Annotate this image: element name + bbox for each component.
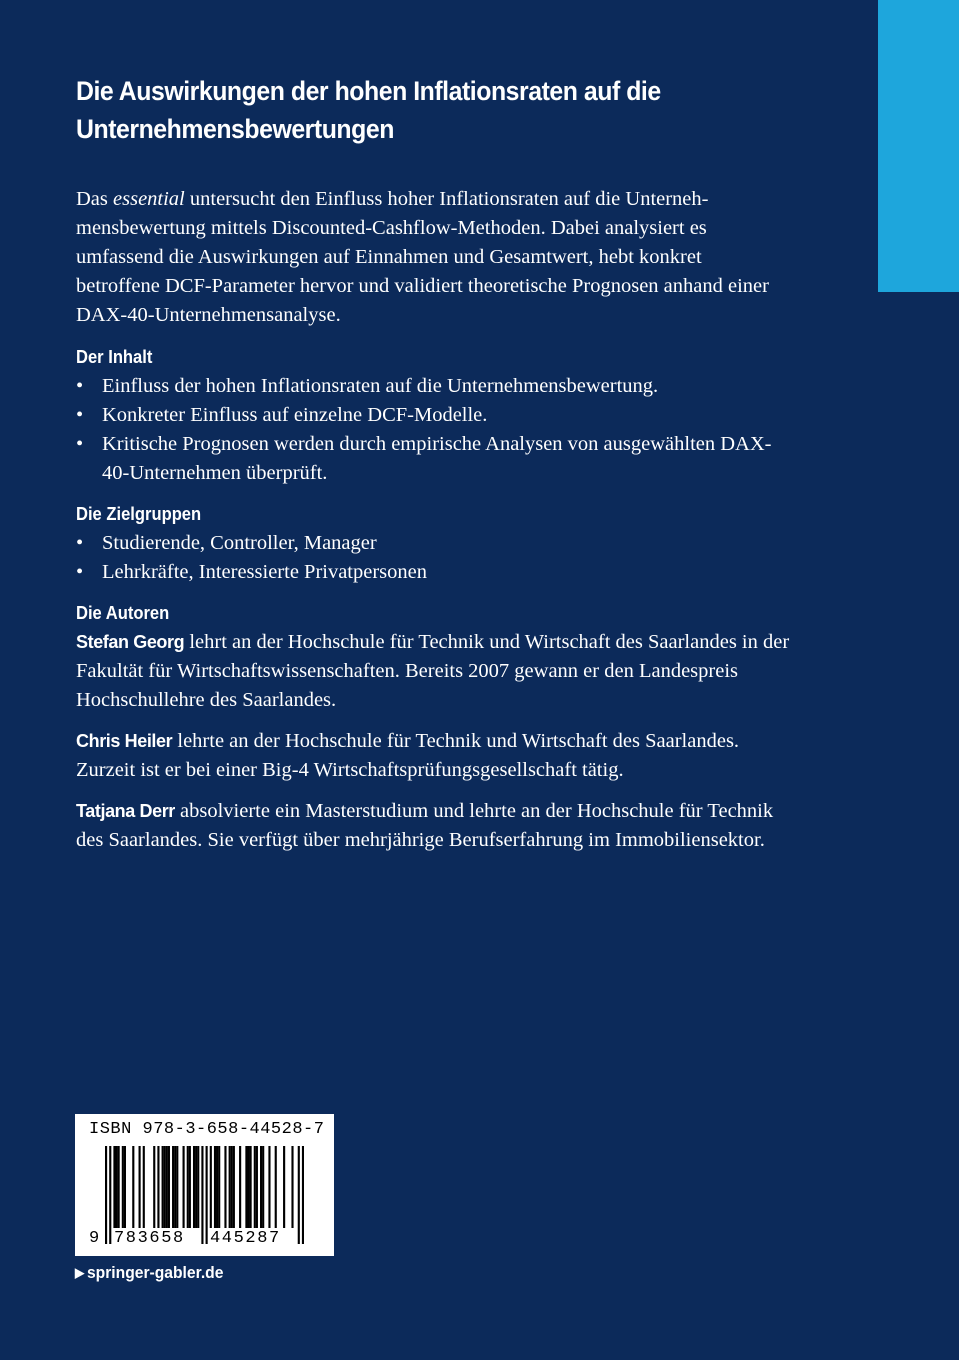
barcode-bar xyxy=(132,1146,134,1228)
barcode-bar xyxy=(210,1146,212,1228)
list-item-text: Lehrkräfte, Interessierte Privatpersonen xyxy=(102,561,428,583)
barcode-bar xyxy=(239,1146,241,1228)
list-item xyxy=(76,529,790,558)
bullet-icon: • xyxy=(76,532,84,554)
barcode-bar xyxy=(231,1146,233,1228)
barcode-bar xyxy=(256,1146,258,1228)
barcode-bar xyxy=(183,1146,185,1228)
intro-text: untersucht den Einfluss hoher Inflationsraten auf die Unternehmensbewertung mittels Discounted-Cashflow-Methoden. Dabei analysiert es umfassend die Auswirkungen auf Einnahmen und Gesamtwert, hebt konkret betroffene DCF-Parameter hervor und validiert theoretische Prognosen anhand einer DAX-40-Unternehmensanalyse. xyxy=(76,188,769,326)
barcode-bar xyxy=(166,1146,168,1228)
intro-prefix: Das xyxy=(76,188,114,210)
barcode-bar xyxy=(262,1146,264,1228)
barcode-bar xyxy=(260,1146,262,1228)
barcode-bar xyxy=(187,1146,189,1228)
barcode-bar xyxy=(176,1146,178,1228)
intro-emphasis: essential xyxy=(113,188,185,210)
author-bio xyxy=(76,727,790,785)
barcode-bar xyxy=(224,1146,226,1228)
barcode-bar xyxy=(162,1146,164,1228)
bullet-icon: • xyxy=(76,375,84,397)
author-bio-text: absolvierte ein Masterstudium und lehrte an der Hochschule für Technik des Saarlandes. Sie verfügt über mehrjährige Berufserfahrung im Immobiliensektor. xyxy=(76,800,774,851)
barcode-bar xyxy=(197,1146,199,1228)
section-heading-inhalt: Der Inhalt xyxy=(76,347,153,367)
barcode-digits-left: 783658 xyxy=(114,1229,185,1248)
barcode-bar xyxy=(275,1146,277,1228)
barcode-bar xyxy=(195,1146,197,1228)
barcode-bar xyxy=(143,1146,145,1228)
barcode-bar xyxy=(247,1146,249,1228)
barcode-bar xyxy=(172,1146,174,1228)
barcode-bar xyxy=(168,1146,170,1228)
isbn-barcode xyxy=(75,1114,334,1256)
author-bio-text: lehrte an der Hochschule für Technik und Wirtschaft des Saarlandes. Zurzeit ist er bei einer Big-4 Wirtschaftsprüfungsgesellschaft tätig. xyxy=(76,730,740,781)
list-item xyxy=(76,401,790,430)
barcode-bar xyxy=(115,1146,117,1228)
author-bio xyxy=(76,628,790,715)
barcode-bar xyxy=(139,1146,141,1228)
barcode-bar xyxy=(229,1146,231,1228)
section-heading-zielgruppen: Die Zielgruppen xyxy=(76,504,202,524)
barcode-bar xyxy=(245,1146,247,1228)
barcode-bar xyxy=(250,1146,252,1228)
accent-tab xyxy=(878,0,959,292)
arrow-icon: ▶ xyxy=(75,1265,85,1280)
list-item xyxy=(76,430,790,488)
barcode-bar xyxy=(193,1146,195,1228)
barcode-digits-right: 445287 xyxy=(210,1229,281,1248)
intro-paragraph xyxy=(76,185,790,330)
book-title xyxy=(76,72,733,148)
barcode-bar xyxy=(157,1146,159,1228)
website-text: springer-gabler.de xyxy=(86,1263,224,1282)
website-link[interactable] xyxy=(75,1262,223,1284)
zielgruppen-list xyxy=(76,529,790,587)
barcode-bar xyxy=(124,1146,126,1228)
list-item-text: Konkreter Einfluss auf einzelne DCF-Modelle. xyxy=(102,404,488,426)
list-item-text: Kritische Prognosen werden durch empirische Analysen von ausgewählten DAX-40-Unternehmen überprüft. xyxy=(102,433,772,484)
barcode-bar xyxy=(233,1146,235,1228)
barcode-bar xyxy=(153,1146,155,1228)
list-item-text: Einfluss der hohen Inflationsraten auf die Unternehmensbewertung. xyxy=(102,375,659,397)
author-bio xyxy=(76,797,790,855)
barcode-bar xyxy=(283,1146,285,1228)
barcode-bar xyxy=(118,1146,120,1228)
author-bio-text: lehrt an der Hochschule für Technik und Wirtschaft des Saarlandes in der Fakultät für Wirtschaftswissenschaften. Bereits 2007 gewann er den Landespreis Hochschullehre des Saarlandes. xyxy=(76,631,790,711)
list-item xyxy=(76,372,790,401)
barcode-bar xyxy=(122,1146,124,1228)
barcode-bar xyxy=(164,1146,166,1228)
barcode-bar xyxy=(218,1146,220,1228)
barcode-bar xyxy=(254,1146,256,1228)
barcode-bar xyxy=(214,1146,216,1228)
barcode-digits xyxy=(89,1228,325,1250)
list-item xyxy=(76,558,790,587)
bullet-icon: • xyxy=(76,561,84,583)
barcode-bar xyxy=(113,1146,115,1228)
barcode-digit-first: 9 xyxy=(89,1229,100,1248)
author-name: Tatjana Derr xyxy=(76,801,175,821)
isbn-label: ISBN 978-3-658-44528-7 xyxy=(89,1120,325,1139)
title-line-1: Die Auswirkungen der hohen Inflationsraten auf die xyxy=(76,76,661,106)
bullet-icon: • xyxy=(76,404,84,426)
bullet-icon: • xyxy=(76,433,84,455)
title-line-2: Unternehmensbewertungen xyxy=(76,114,394,144)
inhalt-list xyxy=(76,372,790,488)
author-name: Chris Heiler xyxy=(76,731,173,751)
barcode-bar xyxy=(216,1146,218,1228)
back-cover-text xyxy=(76,72,790,855)
barcode-bar xyxy=(174,1146,176,1228)
barcode-bar xyxy=(189,1146,191,1228)
author-name: Stefan Georg xyxy=(76,632,185,652)
barcode-bar xyxy=(268,1146,270,1228)
barcode-bar xyxy=(291,1146,293,1228)
list-item-text: Studierende, Controller, Manager xyxy=(102,532,377,554)
section-heading-autoren: Die Autoren xyxy=(76,603,170,623)
